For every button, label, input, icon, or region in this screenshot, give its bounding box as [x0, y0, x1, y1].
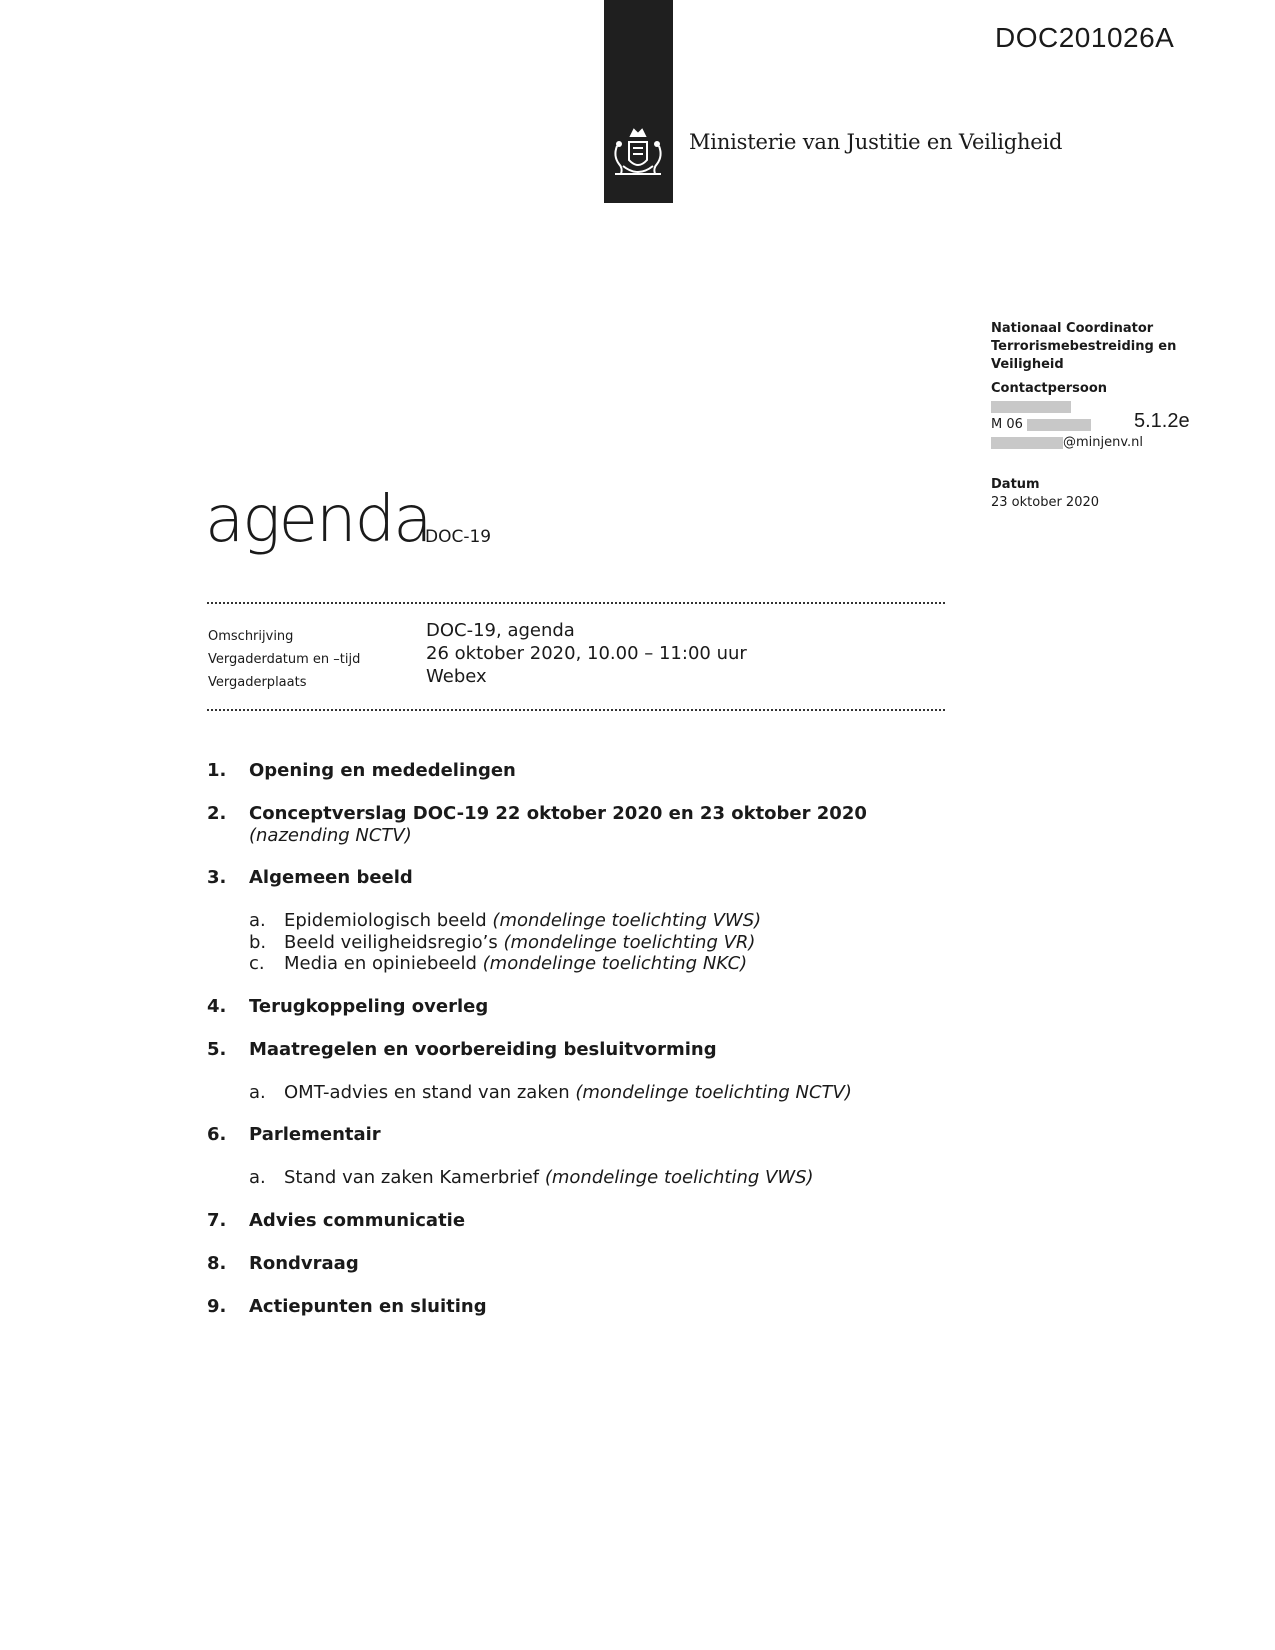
page-subtitle: DOC-19	[425, 527, 492, 547]
sub-text: OMT-advies en stand van zaken	[284, 1081, 576, 1103]
sub-item	[249, 953, 967, 975]
item-number: 7.	[207, 1209, 227, 1231]
meta-label: Vergaderplaats	[208, 675, 307, 690]
sub-list	[249, 910, 967, 975]
sub-item	[249, 910, 967, 932]
org-line: Terrorismebestreiding en	[991, 339, 1177, 354]
item-title: Algemeen beeld	[249, 867, 413, 888]
ministry-name: Ministerie van Justitie en Veiligheid	[689, 130, 1063, 154]
item-title: Opening en mededelingen	[249, 760, 516, 781]
agenda-list	[207, 760, 967, 1339]
page-title: agenda	[205, 483, 431, 557]
redacted-email	[991, 437, 1063, 449]
item-number: 3.	[207, 867, 227, 888]
sub-note: (mondelinge toelichting NCTV)	[575, 1081, 852, 1103]
item-number: 4.	[207, 995, 227, 1017]
meta-labels	[208, 625, 360, 694]
item-number: 6.	[207, 1124, 227, 1145]
agenda-item	[207, 760, 967, 782]
sub-text: Beeld veiligheidsregio’s	[284, 931, 504, 953]
sub-note: (mondelinge toelichting VR)	[503, 931, 756, 953]
sub-item	[249, 1082, 967, 1104]
coat-of-arms-icon	[607, 126, 670, 190]
item-title: Advies communicatie	[249, 1209, 466, 1231]
sub-text: Epidemiologisch beeld	[284, 910, 493, 931]
redacted-name	[991, 401, 1071, 413]
item-title: Conceptverslag DOC-19 22 oktober 2020 en 23 oktober 2020	[249, 803, 867, 824]
meta-label: Vergaderdatum en –tijd	[208, 652, 361, 667]
agenda-item	[207, 1210, 967, 1232]
sub-item	[249, 1167, 967, 1189]
item-title: Terugkoppeling overleg	[249, 995, 489, 1017]
divider	[207, 709, 945, 711]
item-title: Actiepunten en sluiting	[249, 1295, 487, 1317]
item-note: (nazending NCTV)	[249, 825, 412, 846]
contact-email-row	[991, 434, 1191, 452]
agenda-item	[207, 1253, 967, 1275]
sub-list	[249, 1167, 967, 1189]
item-number: 9.	[207, 1295, 227, 1317]
org-line: Nationaal Coordinator	[991, 321, 1154, 336]
date-heading: Datum	[991, 477, 1040, 492]
meta-values	[426, 619, 747, 688]
meta-value: Webex	[426, 666, 487, 687]
agenda-item	[207, 1124, 967, 1189]
agenda-item	[207, 996, 967, 1018]
agenda-item	[207, 1296, 967, 1318]
sub-note: (mondelinge toelichting VWS)	[544, 1167, 814, 1188]
item-title: Parlementair	[249, 1124, 381, 1145]
sub-text: Stand van zaken Kamerbrief	[284, 1167, 545, 1188]
sub-note: (mondelinge toelichting NKC)	[482, 953, 748, 974]
phone-prefix: M 06	[991, 417, 1023, 432]
item-number: 5.	[207, 1038, 227, 1060]
sub-letter: a.	[249, 1081, 266, 1103]
agenda-item	[207, 867, 967, 975]
sub-letter: a.	[249, 1167, 266, 1188]
contact-heading: Contactpersoon	[991, 381, 1108, 396]
org-line: Veiligheid	[991, 357, 1064, 372]
item-title: Maatregelen en voorbereiding besluitvorming	[249, 1038, 717, 1060]
item-number: 1.	[207, 760, 227, 781]
item-number: 8.	[207, 1252, 227, 1274]
sub-letter: a.	[249, 910, 266, 931]
sub-note: (mondelinge toelichting VWS)	[492, 910, 762, 931]
meta-label: Omschrijving	[208, 629, 294, 644]
document-code: DOC201026A	[995, 22, 1175, 53]
sub-letter: c.	[249, 953, 265, 974]
item-number: 2.	[207, 803, 227, 824]
divider	[207, 602, 945, 604]
redacted-phone	[1027, 419, 1091, 431]
meta-value: DOC-19, agenda	[426, 620, 575, 641]
sub-item	[249, 932, 967, 954]
email-suffix: @minjenv.nl	[1063, 435, 1144, 450]
sub-text: Media en opiniebeeld	[284, 953, 483, 974]
date-value: 23 oktober 2020	[991, 495, 1100, 510]
agenda-item	[207, 803, 967, 846]
item-title: Rondvraag	[249, 1252, 359, 1274]
sub-letter: b.	[249, 931, 267, 953]
agenda-item	[207, 1039, 967, 1104]
meta-value: 26 oktober 2020, 10.00 – 11:00 uur	[426, 643, 747, 664]
redaction-code: 5.1.2e	[1134, 410, 1190, 432]
ministry-logo-bar	[604, 0, 673, 203]
sub-list	[249, 1082, 967, 1104]
